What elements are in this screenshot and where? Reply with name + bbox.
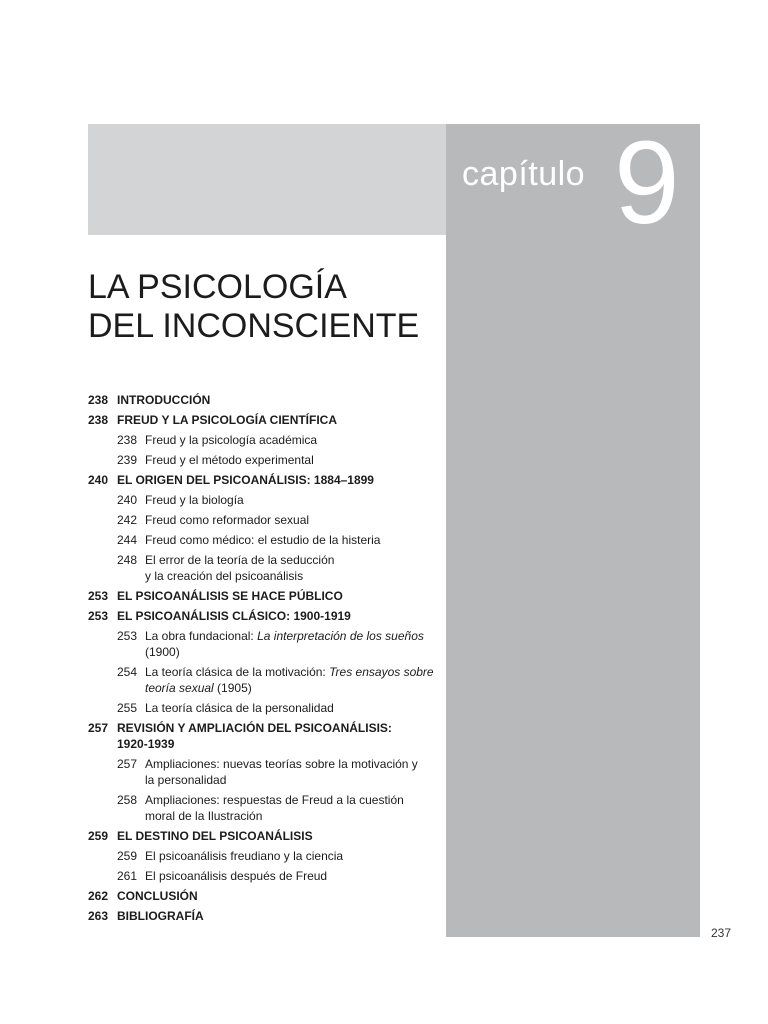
toc-section [88, 608, 438, 624]
toc-title-italic: teoría sexual [145, 681, 214, 695]
toc-subsection [88, 848, 438, 864]
chapter-title-line: LA PSICOLOGÍA [88, 268, 347, 306]
toc-title: El psicoanálisis freudiano y la ciencia [145, 849, 344, 863]
toc-page-number: 262 [88, 889, 109, 903]
toc-title: Freud como reformador sexual [145, 513, 310, 527]
toc-subsection [88, 868, 438, 884]
toc-title-continuation: moral de la Ilustración [145, 809, 263, 823]
toc-page-number: 242 [117, 513, 138, 527]
toc-title-continuation: la personalidad [145, 773, 227, 787]
toc-page-number: 253 [117, 629, 138, 643]
toc-section [88, 720, 438, 752]
toc-section [88, 392, 438, 408]
toc-subsection [88, 756, 438, 788]
toc-page-number: 253 [88, 609, 109, 623]
toc-title: EL PSICOANÁLISIS CLÁSICO: 1900-1919 [117, 609, 351, 623]
chapter-title [88, 268, 419, 346]
toc-subsection [88, 492, 438, 508]
toc-title: La obra fundacional: [145, 629, 258, 643]
toc-subsection [88, 432, 438, 448]
toc-page-number: 253 [88, 589, 109, 603]
toc-title: BIBLIOGRAFÍA [117, 909, 204, 923]
toc-page-number: 257 [117, 757, 138, 771]
toc-title-continuation: 1920-1939 [117, 737, 175, 751]
chapter-header-band [88, 124, 446, 235]
toc-title: Freud y la biología [145, 493, 244, 507]
toc-section [88, 588, 438, 604]
toc-section [88, 472, 438, 488]
toc-title: REVISIÓN Y AMPLIACIÓN DEL PSICOANÁLISIS: [117, 721, 392, 735]
toc-title: CONCLUSIÓN [117, 889, 198, 903]
toc-title: Freud como médico: el estudio de la histeria [145, 533, 381, 547]
toc-section [88, 828, 438, 844]
toc-page-number: 240 [88, 473, 109, 487]
toc-subsection [88, 664, 438, 696]
toc-title: El error de la teoría de la seducción [145, 553, 335, 567]
table-of-contents [88, 388, 438, 924]
toc-section [88, 908, 438, 924]
toc-title: EL DESTINO DEL PSICOANÁLISIS [117, 829, 313, 843]
toc-page-number: 259 [88, 829, 109, 843]
toc-section [88, 888, 438, 904]
toc-subsection [88, 452, 438, 468]
toc-title: Freud y la psicología académica [145, 433, 318, 447]
toc-title: Freud y el método experimental [145, 453, 314, 467]
toc-page-number: 254 [117, 665, 138, 679]
toc-page-number: 259 [117, 849, 138, 863]
toc-page-number: 244 [117, 533, 138, 547]
chapter-label: capítulo [462, 155, 586, 193]
toc-page-number: 238 [117, 433, 138, 447]
toc-subsection [88, 532, 438, 548]
toc-subsection [88, 552, 438, 584]
toc-subsection [88, 512, 438, 528]
toc-page-number: 248 [117, 553, 138, 567]
toc-page-number: 257 [88, 721, 109, 735]
toc-title: EL PSICOANÁLISIS SE HACE PÚBLICO [117, 589, 343, 603]
toc-title: La teoría clásica de la personalidad [145, 701, 334, 715]
toc-page-number: 240 [117, 493, 138, 507]
toc-title: Ampliaciones: respuestas de Freud a la cuestión [145, 793, 404, 807]
toc-page-number: 238 [88, 393, 109, 407]
chapter-number: 9 [614, 117, 680, 249]
toc-title: La teoría clásica de la motivación: [145, 665, 330, 679]
toc-title: EL ORIGEN DEL PSICOANÁLISIS: 1884–1899 [117, 473, 374, 487]
toc-section [88, 412, 438, 428]
toc-page-number: 255 [117, 701, 138, 715]
toc-title: INTRODUCCIÓN [117, 393, 211, 407]
toc-page-number: 239 [117, 453, 138, 467]
toc-title-continuation: (1905) [213, 681, 252, 695]
chapter-title-line: DEL INCONSCIENTE [88, 307, 420, 345]
toc-title-italic: La interpretación de los sueños [257, 629, 424, 643]
toc-page-number: 238 [88, 413, 109, 427]
toc-subsection [88, 700, 438, 716]
toc-title-italic: Tres ensayos sobre [329, 665, 434, 679]
toc-subsection [88, 792, 438, 824]
toc-page-number: 261 [117, 869, 138, 883]
toc-subsection [88, 628, 438, 660]
toc-page-number: 263 [88, 909, 109, 923]
toc-page-number: 258 [117, 793, 138, 807]
toc-title: El psicoanálisis después de Freud [145, 869, 328, 883]
toc-title: FREUD Y LA PSICOLOGÍA CIENTÍFICA [117, 413, 338, 427]
toc-title-continuation: (1900) [145, 645, 180, 659]
page-number: 237 [711, 926, 732, 940]
toc-title: Ampliaciones: nuevas teorías sobre la motivación y [145, 757, 418, 771]
toc-title-continuation: y la creación del psicoanálisis [145, 569, 304, 583]
